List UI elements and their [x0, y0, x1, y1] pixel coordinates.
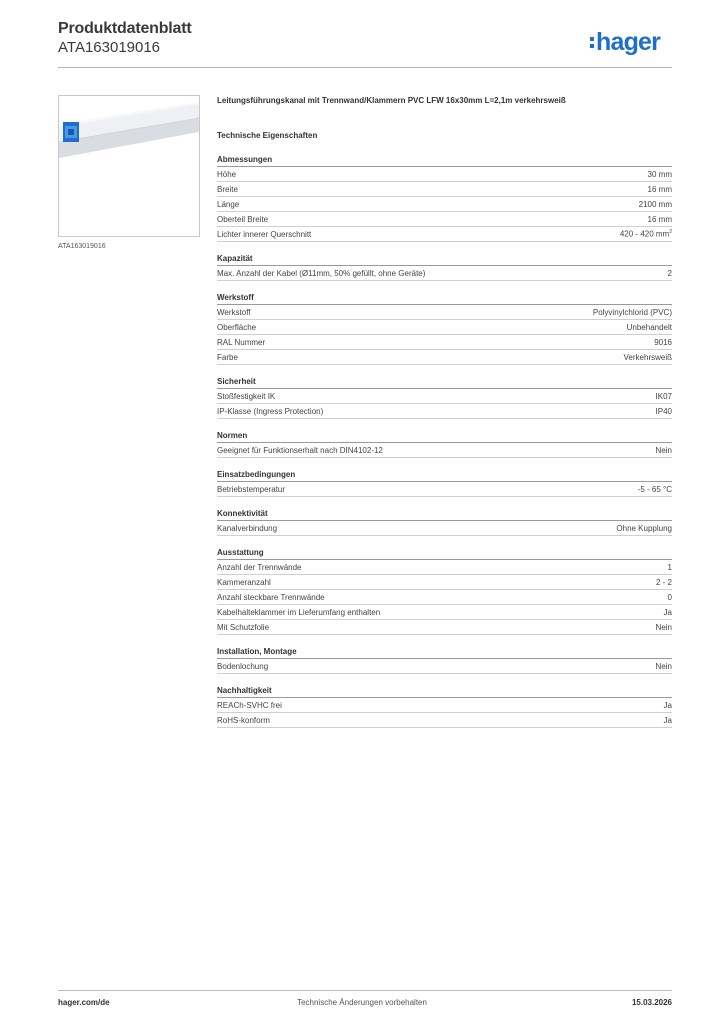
spec-row — [217, 443, 672, 458]
spec-value-text: 2 — [667, 268, 672, 278]
spec-row — [217, 320, 672, 335]
spec-row — [217, 605, 672, 620]
spec-value-text: 16 mm — [647, 184, 672, 194]
spec-value-text: Unbehandelt — [626, 322, 672, 332]
spec-row — [217, 335, 672, 350]
spec-value-text: Verkehrsweiß — [623, 352, 672, 362]
header-divider — [58, 67, 672, 68]
spec-section — [217, 647, 672, 674]
spec-label: Oberfläche — [217, 322, 257, 332]
spec-label: Oberteil Breite — [217, 214, 269, 224]
spec-section — [217, 470, 672, 497]
page-title: Produktdatenblatt — [58, 20, 192, 37]
spec-row — [217, 404, 672, 419]
spec-value — [620, 229, 672, 239]
spec-value — [616, 524, 672, 533]
product-description: Leitungsführungskanal mit Trennwand/Klammern PVC LFW 16x30mm L=2,1m verkehrsweiß — [217, 96, 566, 105]
spec-value — [668, 563, 672, 572]
logo-text: hager — [596, 28, 661, 56]
spec-value-text: 1 — [667, 562, 672, 572]
spec-value-text: 2100 mm — [638, 199, 672, 209]
section-title: Kapazität — [217, 254, 672, 266]
spec-sections — [217, 155, 672, 728]
spec-label: Höhe — [217, 169, 237, 179]
tech-properties-heading: Technische Eigenschaften — [217, 131, 318, 140]
spec-value — [656, 392, 672, 401]
spec-value-text: Nein — [655, 622, 672, 632]
spec-section — [217, 377, 672, 419]
section-title: Konnektivität — [217, 509, 672, 521]
section-title: Werkstoff — [217, 293, 672, 305]
spec-section — [217, 254, 672, 281]
section-title: Nachhaltigkeit — [217, 686, 672, 698]
spec-section — [217, 509, 672, 536]
spec-value — [656, 446, 672, 455]
spec-value-text: Ohne Kupplung — [616, 523, 672, 533]
spec-value — [648, 170, 672, 179]
spec-value — [664, 716, 672, 725]
spec-value-text: IK07 — [655, 391, 672, 401]
spec-value-text: Nein — [655, 445, 672, 455]
spec-label: Mit Schutzfolie — [217, 622, 270, 632]
spec-label: RAL Nummer — [217, 337, 266, 347]
spec-value-text: 420 - 420 mm — [619, 229, 670, 239]
spec-value-text: -5 - 65 °C — [637, 484, 672, 494]
spec-label: Lichter innerer Querschnitt — [217, 229, 312, 239]
spec-section — [217, 548, 672, 635]
spec-value — [656, 578, 672, 587]
spec-value — [648, 185, 672, 194]
hager-logo[interactable] — [590, 28, 660, 57]
spec-label: Breite — [217, 184, 238, 194]
spec-value — [654, 338, 672, 347]
spec-content — [217, 96, 672, 728]
spec-label: Länge — [217, 199, 240, 209]
spec-label: RoHS-konform — [217, 715, 270, 725]
spec-label: Farbe — [217, 352, 238, 362]
spec-value-text: 16 mm — [647, 214, 672, 224]
spec-value — [656, 407, 672, 416]
spec-value-text: Ja — [663, 715, 672, 725]
spec-row — [217, 713, 672, 728]
spec-value — [624, 353, 672, 362]
section-title: Sicherheit — [217, 377, 672, 389]
spec-label: Bodenlochung — [217, 661, 269, 671]
spec-value-text: IP40 — [655, 406, 672, 416]
section-title: Normen — [217, 431, 672, 443]
section-title: Abmessungen — [217, 155, 672, 167]
spec-row — [217, 305, 672, 320]
spec-row — [217, 197, 672, 212]
spec-row — [217, 521, 672, 536]
spec-value — [639, 200, 672, 209]
spec-row — [217, 590, 672, 605]
footer-divider — [58, 990, 672, 991]
spec-label: REACh-SVHC frei — [217, 700, 282, 710]
spec-row — [217, 167, 672, 182]
spec-label: Anzahl der Trennwände — [217, 562, 302, 572]
spec-value-text: Polyvinylchlorid (PVC) — [592, 307, 672, 317]
spec-row — [217, 266, 672, 281]
section-title: Installation, Montage — [217, 647, 672, 659]
spec-value-text: Ja — [663, 700, 672, 710]
logo-dots-icon — [590, 37, 594, 48]
spec-label: IP-Klasse (Ingress Protection) — [217, 406, 324, 416]
spec-value-text: Ja — [663, 607, 672, 617]
spec-section — [217, 431, 672, 458]
footer-website-link[interactable]: hager.com/de — [58, 998, 110, 1007]
spec-label: Kabelhalteklammer im Lieferumfang enthalten — [217, 607, 381, 617]
spec-section — [217, 155, 672, 242]
spec-value — [656, 623, 672, 632]
spec-row — [217, 560, 672, 575]
spec-label: Anzahl steckbare Trennwände — [217, 592, 325, 602]
spec-row — [217, 350, 672, 365]
footer-notice: Technische Änderungen vorbehalten — [297, 998, 427, 1007]
spec-section — [217, 686, 672, 728]
spec-row — [217, 389, 672, 404]
spec-value-text: 9016 — [654, 337, 672, 347]
spec-value — [664, 701, 672, 710]
footer-date: 15.03.2026 — [631, 998, 672, 1007]
spec-row — [217, 620, 672, 635]
spec-row — [217, 659, 672, 674]
spec-row — [217, 182, 672, 197]
spec-label: Kammeranzahl — [217, 577, 271, 587]
article-number: ATA163019016 — [58, 39, 161, 56]
spec-value-superscript: 2 — [669, 229, 672, 236]
product-image — [58, 95, 200, 237]
spec-value — [593, 308, 672, 317]
spec-value — [638, 485, 672, 494]
spec-value-text: 0 — [667, 592, 672, 602]
spec-value — [656, 662, 672, 671]
cable-duct-image-icon — [59, 96, 199, 236]
spec-value — [627, 323, 672, 332]
spec-label: Kanalverbindung — [217, 523, 278, 533]
spec-row — [217, 575, 672, 590]
spec-row — [217, 212, 672, 227]
spec-value — [668, 593, 672, 602]
spec-row — [217, 482, 672, 497]
spec-row — [217, 227, 672, 242]
spec-value — [664, 608, 672, 617]
section-title: Ausstattung — [217, 548, 672, 560]
spec-label: Werkstoff — [217, 307, 251, 317]
spec-value — [668, 269, 672, 278]
section-title: Einsatzbedingungen — [217, 470, 672, 482]
spec-value — [648, 215, 672, 224]
spec-label: Max. Anzahl der Kabel (Ø11mm, 50% gefüllt, ohne Geräte) — [217, 268, 426, 278]
spec-label: Stoßfestigkeit IK — [217, 391, 276, 401]
spec-row — [217, 698, 672, 713]
spec-value-text: 30 mm — [647, 169, 672, 179]
spec-label: Betriebstemperatur — [217, 484, 286, 494]
spec-value-text: 2 - 2 — [655, 577, 672, 587]
product-image-caption: ATA163019016 — [58, 243, 106, 250]
spec-value-text: Nein — [655, 661, 672, 671]
spec-section — [217, 293, 672, 365]
spec-label: Geeignet für Funktionserhalt nach DIN4102-12 — [217, 445, 383, 455]
